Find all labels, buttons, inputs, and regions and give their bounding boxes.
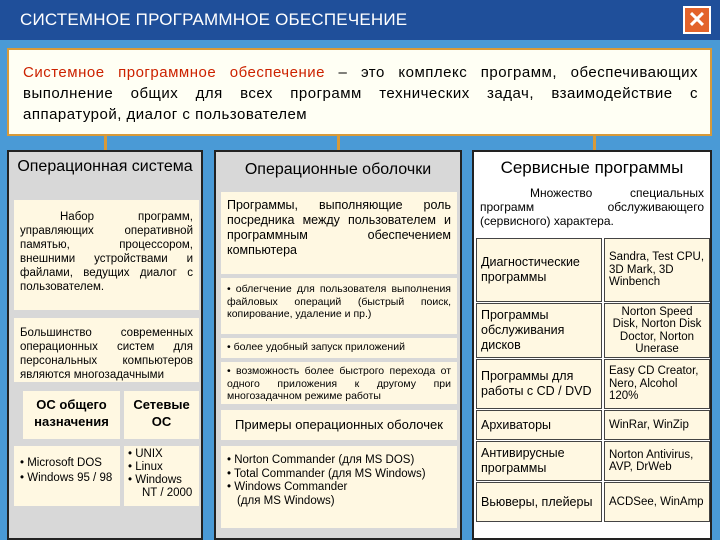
close-icon[interactable]: ✕ [687, 7, 707, 32]
shells-title: Операционные оболочки [244, 161, 432, 178]
service-category: Программы обслуживания дисков [476, 303, 602, 358]
shells-benefit: • облегчение для пользователя выполнения файловых операций (быстрый поиск, копирование, удаление и пр.) [221, 278, 457, 334]
service-description-rest: программ обслуживающего (сервисного) характера. [480, 200, 704, 228]
os-network-title: Сетевые ОС [124, 391, 199, 439]
list-item: • Microsoft DOS [20, 457, 102, 469]
definition-text: – это комплекс программ, обеспечивающих выполнение общих для всех программ технических задач, взаимодействие с аппаратурой, диалог с пользователем [23, 64, 698, 123]
service-examples: WinRar, WinZip [604, 410, 710, 440]
os-network-list [124, 446, 199, 506]
os-title: Операционная система [17, 158, 193, 175]
list-item: • Windows Commander [227, 481, 348, 493]
os-general-list [14, 446, 120, 506]
service-category: Вьюверы, плейеры [476, 482, 602, 522]
window-title: СИСТЕМНОЕ ПРОГРАММНОЕ ОБЕСПЕЧЕНИЕ [20, 10, 408, 29]
shells-benefit: • более удобный запуск приложений [221, 338, 457, 358]
service-examples: Norton Antivirus, AVP, DrWeb [604, 441, 710, 481]
service-description-first: Множество специальных [530, 186, 704, 200]
close-button[interactable] [683, 6, 711, 34]
shells-examples-title: Примеры операционных оболочек [221, 410, 457, 440]
service-category: Диагностические программы [476, 238, 602, 302]
list-item: • Windows [128, 474, 182, 486]
service-category: Антивирусные программы [476, 441, 602, 481]
service-examples: Sandra, Test CPU, 3D Mark, 3D Winbench [604, 238, 710, 302]
service-examples: Norton Speed Disk, Norton Disk Doctor, Norton Unerase [604, 303, 710, 358]
list-item: NT / 2000 [142, 487, 193, 499]
shells-examples-list [221, 446, 457, 528]
os-description: Набор программ, управляющих оперативной памятью, процессором, внешними устройствами и файлами, ведущих диалог с пользователем. [14, 200, 199, 310]
list-item: • Windows 95 / 98 [20, 472, 113, 484]
list-item: • Norton Commander (для MS DOS) [227, 454, 415, 466]
list-item: (для MS Windows) [237, 494, 335, 507]
service-category: Архиваторы [476, 410, 602, 440]
os-general-title: ОС общего назначения [23, 391, 120, 439]
service-description [476, 186, 708, 236]
service-examples: Easy CD Creator, Nero, Alcohol 120% [604, 359, 710, 409]
os-note: Большинство современных операционных систем для персональных компьютеров являются многозадачными [14, 318, 199, 382]
service-category: Программы для работы с CD / DVD [476, 359, 602, 409]
definition-box [7, 48, 712, 136]
service-title: Сервисные программы [500, 158, 684, 177]
definition-term: Системное программное обеспечение [23, 64, 325, 81]
list-item: • Total Commander (для MS Windows) [227, 467, 426, 480]
shells-benefit: • возможность более быстрого перехода от одного приложения к другому при многозадачном режиме работы [221, 362, 457, 404]
list-item: • Linux [128, 461, 163, 473]
list-item: • UNIX [128, 448, 163, 460]
shells-description: Программы, выполняющие роль посредника между пользователем и программным обеспечением компьютера [221, 192, 457, 274]
service-examples: ACDSee, WinAmp [604, 482, 710, 522]
